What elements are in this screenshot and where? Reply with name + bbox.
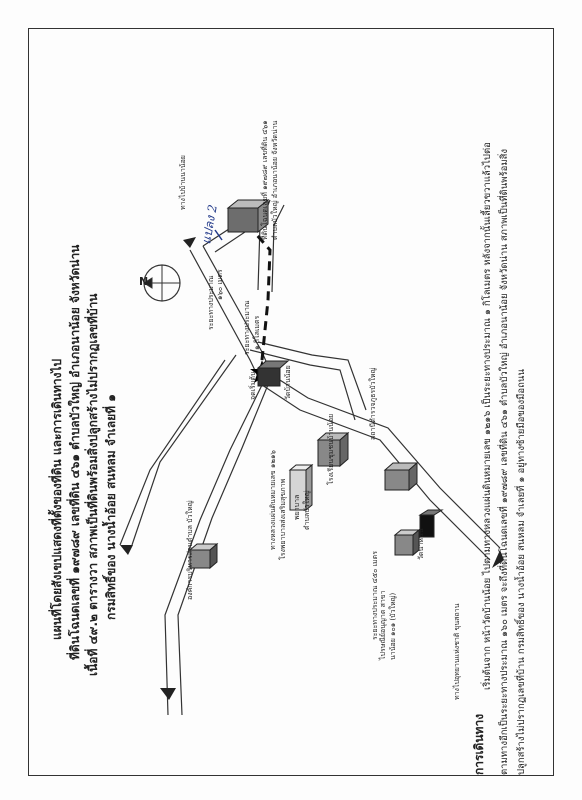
north-arrow-icon <box>144 265 180 301</box>
map-title-line-1: แผนที่โดยสังเขปแสดงที่ตั้งของที่ดิน และการเดินทางไป <box>50 358 64 640</box>
label-start-point: จุดเริ่มต้น <box>249 371 257 400</box>
main-road-edge-a <box>190 250 490 560</box>
label-destination-parcel-1: ที่ดินโฉนดเลขที่ ๑๙๗๘๙ เลขที่ดิน ๔๖๑ <box>261 120 269 240</box>
label-post-office-1: ไปรษณีย์อนุญาต สาขา <box>379 590 387 660</box>
label-distance-1km-b: ๑ กิโลเมตร <box>253 315 261 350</box>
label-to-ban-na-nok: ทางไปอุทยานแห่งชาติ ขุนสถาน <box>453 603 461 700</box>
label-post-office-2: นาน้อย ๑๐๑ (บัวใหญ่) <box>389 592 397 660</box>
handwritten-note: แปลง 2 <box>199 203 220 246</box>
directions-heading: การเดินทาง <box>472 713 486 775</box>
north-label: N <box>139 275 149 288</box>
police-station-icon <box>385 463 417 490</box>
arrow-to-ban-na-noi <box>183 237 196 248</box>
label-tao-office: องค์การบริหารส่วนตำบล บัวใหญ่ <box>186 500 194 600</box>
label-police-station: สถานีตำรวจภูธรบัวใหญ่ <box>369 367 377 440</box>
label-destination-parcel-2: ตำบลบัวใหญ่ อำเภอนาน้อย จังหวัดน่าน <box>271 120 279 240</box>
label-hospital-1: พยาบาล <box>293 494 301 520</box>
label-distance-160m-a: ระยะทางประมาณ <box>207 275 215 330</box>
label-hospital-2: ตำบลบัวใหญ่ <box>303 490 311 530</box>
label-to-ban-na-noi: ทางไปบ้านนาน้อย <box>179 155 187 210</box>
label-temple: วัดบ้านน้อย <box>284 365 292 400</box>
directions-line-1: เริ่มต้นจาก หน้าวัดบ้านน้อย ไปตามทางหลวงแผ่นดินหมายเลข ๑๒๑๖ เป็นระยะทางประมาณ ๑ กิโลเมตร หลังจากนั้นเลี้ยวขวาแล้วไปต่อ <box>482 142 493 690</box>
map-title-line-4: กรมสิทธิ์ของ นางน้ำอ้อย สนหลม จำเลยที่ ๑ <box>104 394 118 620</box>
map-title-line-3: เนื้อที่ ๔๙.๒ ตารางวา สภาพเป็นที่ดินพร้อมสิ่งปลูกสร้างไม่ปรากฏเลขที่บ้าน <box>86 293 100 676</box>
map-title-line-2: ที่ดินโฉนดเลขที่ ๑๙๗๘๙ เลขที่ดิน ๔๖๑ ตำบลบัวใหญ่ อำเภอนาน้อย จังหวัดน่าน <box>68 244 82 660</box>
label-distance-1km-a: ระยะทางประมาณ <box>243 300 251 355</box>
label-sub-district-office: วัดนาหนน <box>417 528 425 560</box>
side-road-edge-a <box>120 360 225 545</box>
arrow-to-side-road <box>120 545 133 555</box>
side-road-edge-b <box>132 355 236 545</box>
directions-line-3: ปลูกสร้างไม่ปรากฏเลขที่บ้าน กรมสิทธิ์ของ นางน้ำอ้อย สนหลม จำเลยที่ ๑ อยู่ทางซ้ายมือของมือถนน <box>516 369 527 775</box>
label-school: โรงเรียนชุมชนบ้านน้อย <box>327 413 335 485</box>
arrow-to-ban-na-nok <box>160 688 176 700</box>
label-distance-450m: ระยะทางประมาณ ๔๕๐ เมตร <box>371 551 379 640</box>
label-border-patrol-school: โรงพยาบาลส่งเสริมสุขภาพ <box>279 478 287 560</box>
label-distance-160m-b: ๑๖๐ เมตร <box>216 269 224 300</box>
directions-line-2: ตามทางอีกเป็นระยะทางประมาณ ๑๖๐ เมตร จะถึงที่ดินโฉนดเลขที่ ๑๙๗๘๙ เลขที่ดิน ๔๖๑ ตำบลบัวใหญ่ อำเภอนาน้อย จังหวัดน่าน สภาพเป็นที่ดินพร้อมสิ่ง <box>499 148 510 775</box>
label-border-patrol: ทางหลวงแผ่นดินหมายเลข ๑๒๑๖ <box>269 450 277 550</box>
